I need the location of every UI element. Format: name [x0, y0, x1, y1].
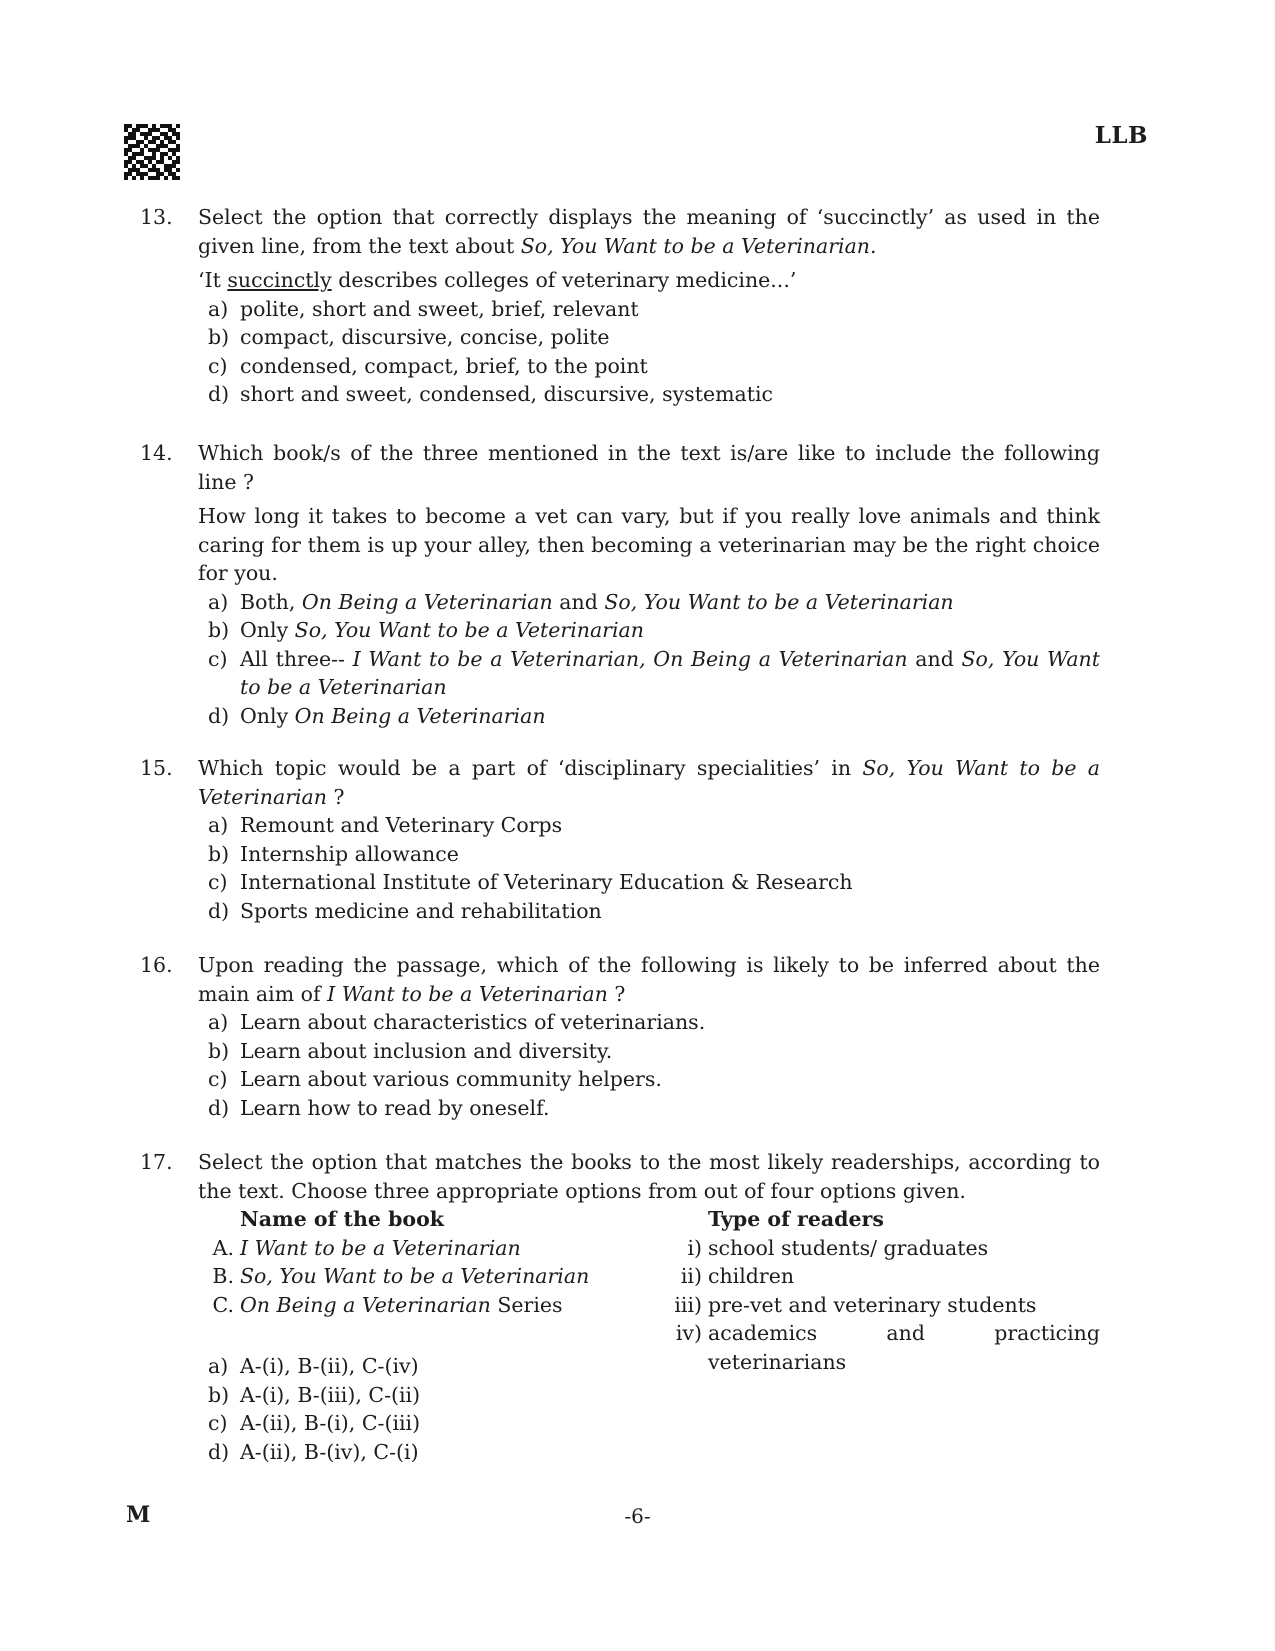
options-list: [208, 588, 1100, 731]
page-number: -6-: [624, 1504, 651, 1528]
question-number: 14.: [140, 441, 173, 465]
question-number: 15.: [140, 756, 173, 780]
underlined-word: succinctly: [227, 268, 332, 292]
question-17: [140, 1148, 1100, 1466]
passage-text: How long it takes to become a vet can vary, but if you really love animals and think caring for them is up your alley, then becoming a veterinarian may be the right choice for you.: [198, 504, 1100, 585]
paper-code: LLB: [1094, 122, 1148, 149]
option-text: A-(i), B-(ii), C-(iv): [240, 1354, 419, 1378]
option-text: Only: [240, 703, 295, 728]
book-label: A.: [212, 1236, 234, 1260]
book-title: So, You Want to be a Veterinarian: [198, 756, 1100, 809]
option-d: [208, 702, 1100, 731]
reader-label: ii): [680, 1264, 702, 1288]
option-label: b): [208, 1038, 230, 1063]
barcode-icon: [124, 124, 180, 180]
option-c: [208, 1409, 1100, 1438]
question-number: 17.: [140, 1150, 173, 1174]
reader-row-i: [687, 1234, 989, 1263]
stem-text: Select the option that correctly displays the meaning of ‘succinctly’ as used in the given line, from the text about: [198, 205, 1100, 258]
option-label: d): [208, 898, 230, 923]
reader-label: i): [687, 1236, 702, 1260]
option-label: b): [208, 841, 230, 866]
option-text: Learn how to read by oneself.: [240, 1095, 550, 1120]
option-b: [208, 1037, 1100, 1066]
option-label: c): [208, 1411, 228, 1435]
option-label: d): [208, 1439, 230, 1464]
reader-text: academics and practicing veterinarians: [708, 1321, 1100, 1374]
option-text: Both,: [240, 589, 302, 614]
book-title: On Being a Veterinarian: [240, 1293, 491, 1317]
quoted-line: [198, 266, 1100, 295]
quote-text: describes colleges of veterinary medicine...’: [331, 268, 797, 292]
question-stem: Which book/s of the three mentioned in the text is/are like to include the following line ?: [198, 441, 1100, 494]
option-label: d): [208, 1095, 230, 1120]
option-d: [208, 1094, 1100, 1123]
option-b: [208, 1381, 1100, 1410]
option-text: condensed, compact, brief, to the point: [240, 353, 648, 378]
option-text: International Institute of Veterinary Education & Research: [240, 870, 853, 894]
question-16: [140, 951, 1100, 1122]
option-label: c): [208, 1067, 228, 1091]
option-b: [208, 616, 1100, 645]
book-row-a: [212, 1234, 521, 1263]
book-row-c: [212, 1291, 563, 1320]
question-stem: Select the option that matches the books to the most likely readerships, according to the text. Choose three appropriate options from out of four options given.: [198, 1150, 1100, 1203]
question-15: [140, 754, 1100, 925]
reader-row-iii: [674, 1291, 1037, 1320]
book-row-b: [212, 1262, 590, 1291]
question-number: 13.: [140, 205, 173, 229]
option-d: [208, 1438, 1100, 1467]
book-label: C.: [212, 1293, 234, 1317]
question-stem: [198, 951, 1100, 1008]
option-d: [208, 897, 1100, 926]
column-header-readers: Type of readers: [708, 1207, 884, 1231]
stem-text: ?: [327, 784, 345, 809]
option-a: [208, 811, 1100, 840]
book-label: B.: [212, 1264, 234, 1288]
reader-label: iii): [674, 1293, 702, 1317]
question-stem: [198, 754, 1100, 811]
book-title: So, You Want to be a Veterinarian: [240, 646, 1100, 699]
option-text: A-(ii), B-(i), C-(iii): [240, 1411, 421, 1435]
option-a: [208, 1352, 1100, 1381]
question-number: 16.: [140, 953, 173, 977]
book-title: So, You Want to be a Veterinarian: [604, 589, 954, 614]
options-list: [208, 295, 1100, 409]
reader-text: pre-vet and veterinary students: [708, 1293, 1037, 1317]
option-label: c): [208, 870, 228, 894]
option-label: b): [208, 1382, 230, 1407]
option-label: d): [208, 703, 230, 728]
option-text: Only: [240, 618, 295, 642]
option-b: [208, 323, 1100, 352]
reader-text: school students/ graduates: [708, 1236, 989, 1260]
option-a: [208, 295, 1100, 324]
question-stem: [198, 203, 1100, 260]
series-code: M: [126, 1502, 151, 1528]
book-title: On Being a Veterinarian: [301, 589, 553, 614]
option-text: compact, discursive, concise, polite: [240, 325, 610, 349]
book-title: I Want to be a Veterinarian: [240, 1236, 521, 1260]
quote-text: ‘It: [198, 268, 228, 292]
option-label: a): [208, 813, 229, 837]
option-c: [208, 868, 1100, 897]
question-14: [140, 439, 1100, 730]
reader-row-ii: [680, 1262, 795, 1291]
option-label: a): [208, 589, 229, 614]
option-text: polite, short and sweet, brief, relevant: [240, 296, 639, 321]
option-text: and: [552, 589, 605, 614]
option-text: Sports medicine and rehabilitation: [240, 898, 602, 923]
stem-text: Upon reading the passage, which of the following is likely to be inferred about the main aim of: [198, 953, 1100, 1006]
option-label: c): [208, 646, 228, 671]
option-a: [208, 1008, 1100, 1037]
option-c: [208, 352, 1100, 381]
book-title: So, You Want to be a Veterinarian: [294, 618, 644, 642]
option-a: [208, 588, 1100, 617]
option-text: Internship allowance: [240, 841, 459, 866]
stem-text: Which topic would be a part of ‘disciplinary specialities’ in: [198, 756, 863, 780]
book-title: I Want to be a Veterinarian: [327, 981, 608, 1006]
option-label: d): [208, 382, 230, 406]
option-b: [208, 840, 1100, 869]
option-text: Learn about various community helpers.: [240, 1067, 662, 1091]
option-text: A-(ii), B-(iv), C-(i): [240, 1439, 419, 1464]
option-text: Remount and Veterinary Corps: [240, 813, 563, 837]
reader-label: iv): [675, 1321, 702, 1345]
reader-text: children: [708, 1264, 795, 1288]
option-label: b): [208, 325, 230, 349]
option-text: and: [907, 646, 962, 671]
book-title: I Want to be a Veterinarian, On Being a Veterinarian: [352, 646, 908, 671]
question-13: [140, 203, 1100, 409]
option-text: All three--: [240, 646, 353, 671]
option-text: Learn about inclusion and diversity.: [240, 1038, 613, 1063]
option-text: short and sweet, condensed, discursive, systematic: [240, 382, 774, 406]
column-header-books: Name of the book: [240, 1207, 444, 1231]
option-text: A-(i), B-(iii), C-(ii): [240, 1382, 421, 1407]
option-label: b): [208, 618, 230, 642]
book-title: So, You Want to be a Veterinarian: [240, 1264, 590, 1288]
option-label: a): [208, 1010, 229, 1034]
options-list: [208, 1352, 1100, 1466]
stem-text: ?: [607, 981, 626, 1006]
options-list: [208, 811, 1100, 925]
option-label: a): [208, 296, 229, 321]
option-label: a): [208, 1354, 229, 1378]
book-title: On Being a Veterinarian: [294, 703, 546, 728]
option-text: Learn about characteristics of veterinarians.: [240, 1010, 706, 1034]
book-suffix: Series: [490, 1293, 563, 1317]
option-c: [208, 1065, 1100, 1094]
options-list: [208, 1008, 1100, 1122]
option-d: [208, 380, 1100, 409]
book-title: So, You Want to be a Veterinarian.: [520, 233, 877, 258]
option-label: c): [208, 353, 228, 378]
option-c: [208, 645, 1100, 702]
